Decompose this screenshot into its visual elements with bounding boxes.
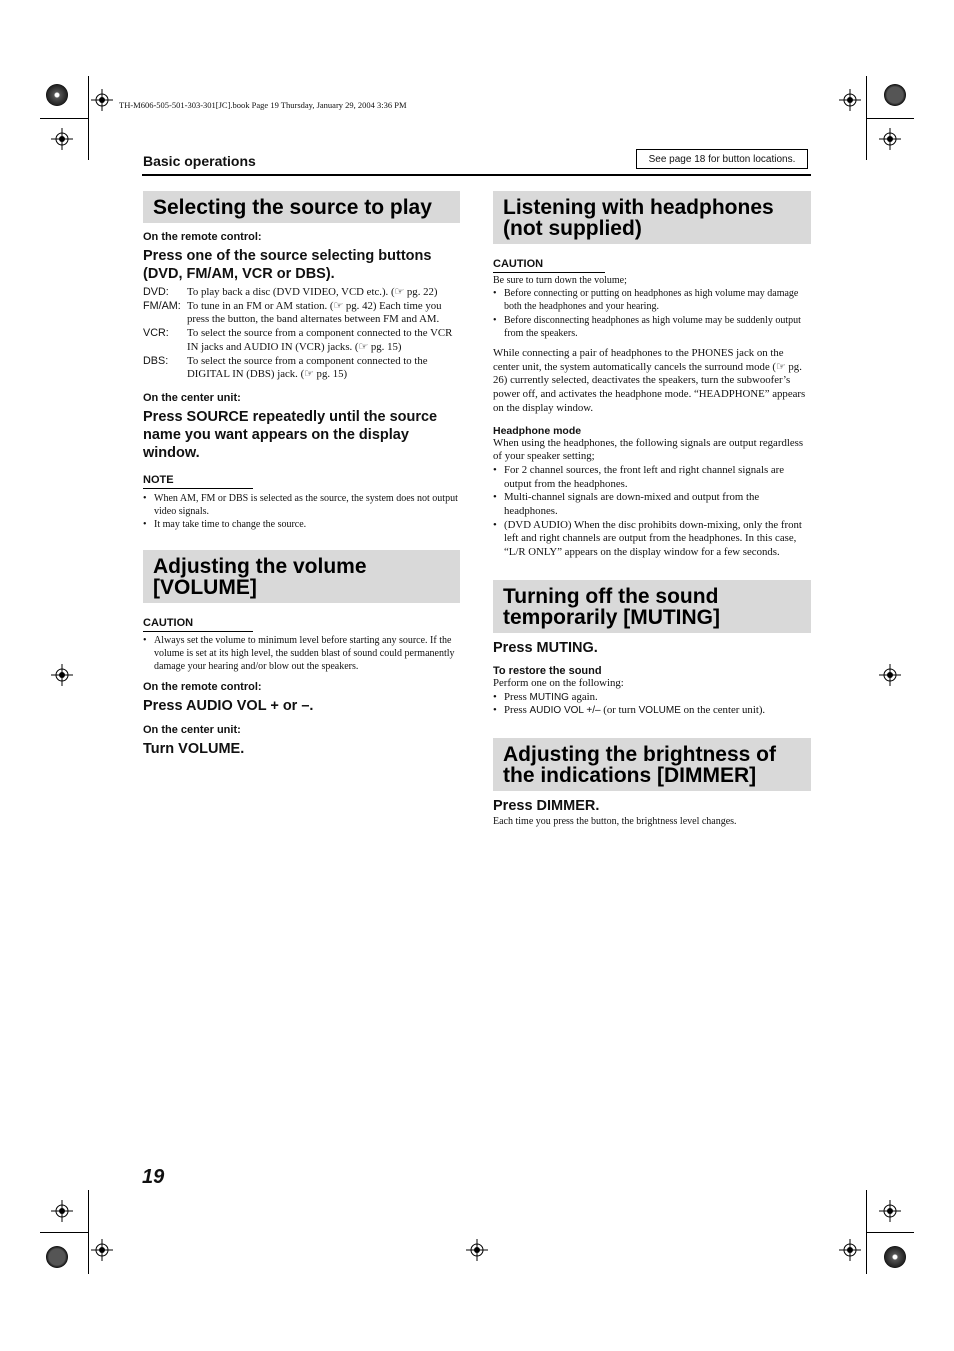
crosshair-icon <box>466 1239 488 1261</box>
section-selecting-source <box>143 191 460 532</box>
source-item-dvd: DVD: To play back a disc (DVD VIDEO, VCD etc.). (☞ pg. 22) <box>143 286 438 298</box>
crosshair-icon <box>51 128 73 150</box>
headphone-mode-label: Headphone mode <box>493 424 582 437</box>
caution-list <box>143 634 460 674</box>
crosshair-icon <box>51 1200 73 1222</box>
section-dimmer <box>493 738 811 828</box>
list-item: • Press AUDIO VOL +/– (or turn VOLUME on the center unit). <box>493 704 811 718</box>
remote-control-label: On the remote control: <box>143 231 262 243</box>
registration-disc-icon <box>46 1246 68 1268</box>
instruction: Turn VOLUME. <box>143 741 245 758</box>
restore-intro: Perform one on the following: <box>493 676 624 689</box>
instruction: Press DIMMER. <box>493 797 600 814</box>
list-item: • Before disconnecting headphones as high volume may be suddenly output from the speakers. <box>493 314 811 340</box>
source-item-fmam: FM/AM: To tune in an FM or AM station. (☞ pg. 42) Each time you press the button, the band alternates between FM and AM. <box>143 299 442 326</box>
section-muting <box>493 580 811 718</box>
caution-list <box>493 287 811 340</box>
headphone-paragraph: While connecting a pair of headphones to the PHONES jack on the center unit, the system automatically cancels the surround mode (☞ pg. 26) currently selected, deactivates the speakers, turn the subwoofer’s power off, and activates the headphone mode. “HEADPHONE” appears on the display window. <box>493 347 806 414</box>
center-unit-label: On the center unit: <box>143 391 241 404</box>
source-item-dbs: DBS: To select the source from a component connected to the DIGITAL IN (DBS) jack. (☞ pg. 15) <box>143 354 428 381</box>
list-item: • For 2 channel sources, the front left and right channel signals are output from the headphones. <box>493 464 811 491</box>
button-location-note: See page 18 for button locations. <box>636 149 808 169</box>
restore-list <box>493 691 811 718</box>
registration-disc-icon <box>46 84 68 106</box>
headphone-mode-intro: When using the headphones, the following signals are output regardless of your speaker setting; <box>493 436 804 463</box>
list-item: • Press MUTING again. <box>493 691 811 705</box>
center-unit-label: On the center unit: <box>143 724 241 737</box>
page-number: 19 <box>142 1166 165 1188</box>
section-volume <box>143 550 460 759</box>
caution-label: CAUTION <box>493 258 544 270</box>
dimmer-description: Each time you press the button, the brightness level changes. <box>493 815 737 827</box>
note-label: NOTE <box>143 473 174 486</box>
list-item: • Before connecting or putting on headphones as high volume may damage both the headphones and your hearing. <box>493 287 811 313</box>
source-item-vcr: VCR: To select the source from a component connected to the VCR IN jacks and AUDIO IN (VCR) jacks. (☞ pg. 15) <box>143 327 453 353</box>
note-list <box>143 492 460 532</box>
list-item: • Always set the volume to minimum level before starting any source. If the volume is set at its high level, the sudden blast of sound could permanently damage your hearing and/or blow out the speakers. <box>143 634 460 674</box>
source-list <box>143 286 460 382</box>
caution-intro: Be sure to turn down the volume; <box>493 275 627 286</box>
left-column <box>143 191 460 758</box>
registration-disc-icon <box>884 1246 906 1268</box>
caution-label: CAUTION <box>143 616 194 629</box>
headphone-mode-list <box>493 464 811 560</box>
list-item: • When AM, FM or DBS is selected as the source, the system does not output video signals. <box>143 492 460 518</box>
crosshair-icon <box>879 664 901 686</box>
section-title: Adjusting the brightness of the indications [DIMMER] <box>493 738 811 791</box>
section-headphones <box>493 191 811 560</box>
instruction: Press SOURCE repeatedly until the source name you want appears on the display window. <box>143 408 438 461</box>
crosshair-icon <box>879 1200 901 1222</box>
registration-disc-icon <box>884 84 906 106</box>
instruction: Press MUTING. <box>493 639 598 656</box>
section-title: Selecting the source to play <box>143 191 460 223</box>
list-item: • Multi-channel signals are down-mixed and output from the headphones. <box>493 491 811 518</box>
file-info: TH-M606-505-501-303-301[JC].book Page 19 Thursday, January 29, 2004 3:36 PM <box>119 100 407 110</box>
crosshair-icon <box>91 89 113 111</box>
section-title: Listening with headphones (not supplied) <box>493 191 811 244</box>
section-title: Turning off the sound temporarily [MUTING] <box>493 580 811 633</box>
crosshair-icon <box>879 128 901 150</box>
list-item: • It may take time to change the source. <box>143 518 460 531</box>
instruction: Press AUDIO VOL + or –. <box>143 698 314 715</box>
remote-control-label: On the remote control: <box>143 681 262 694</box>
right-column <box>493 191 811 828</box>
crosshair-icon <box>51 664 73 686</box>
instruction: Press one of the source selecting buttons (DVD, FM/AM, VCR or DBS). <box>143 248 432 282</box>
header-rule <box>142 174 811 176</box>
section-title: Adjusting the volume [VOLUME] <box>143 550 460 603</box>
list-item: • (DVD AUDIO) When the disc prohibits down-mixing, only the front left and right channels are output from the headphones. In this case, “L/R ONLY” appears on the display window for a few seconds. <box>493 519 811 560</box>
crosshair-icon <box>91 1239 113 1261</box>
crosshair-icon <box>839 1239 861 1261</box>
restore-label: To restore the sound <box>493 664 602 677</box>
section-header: Basic operations <box>143 153 256 169</box>
crosshair-icon <box>839 89 861 111</box>
